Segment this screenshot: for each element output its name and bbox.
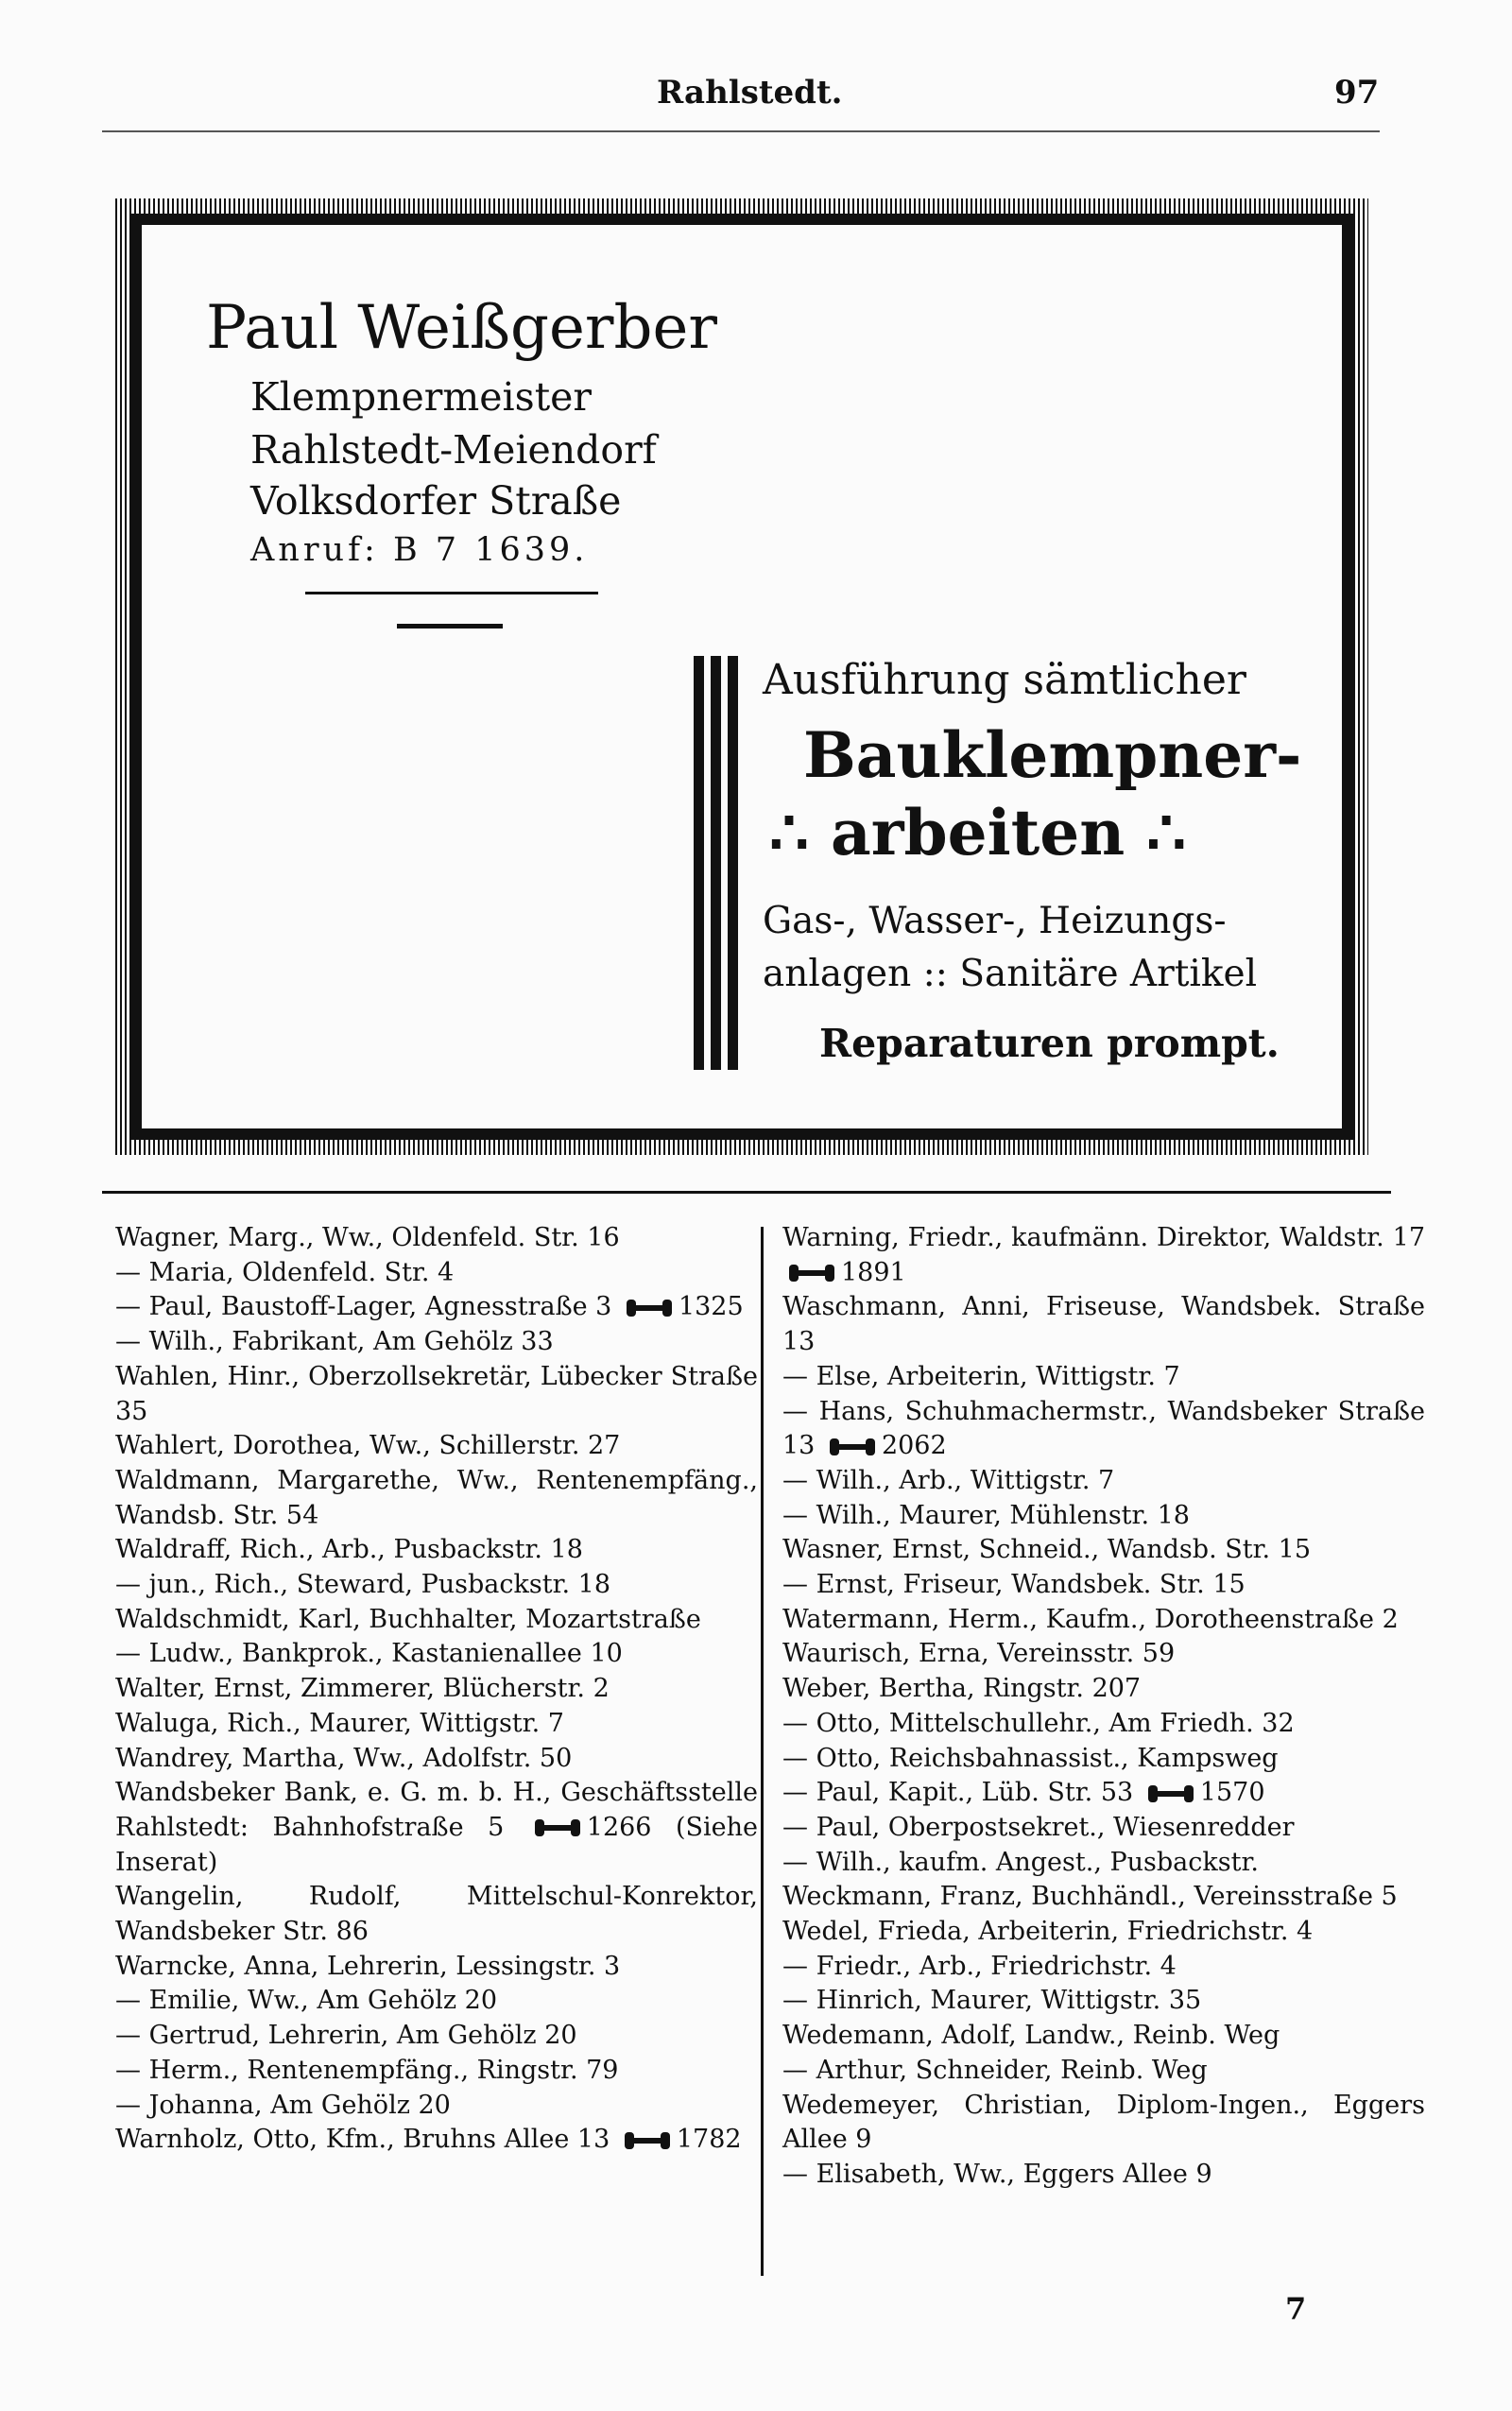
entry-text: — Otto, Mittelschullehr., Am Friedh. 32 bbox=[782, 1708, 1295, 1738]
entry-phone: 1891 bbox=[841, 1257, 906, 1287]
entry-text: — Hinrich, Maurer, Wittigstr. 35 bbox=[782, 1986, 1202, 2016]
directory-entry bbox=[115, 1707, 758, 1742]
page-number: 97 bbox=[1334, 74, 1380, 112]
entry-text: Wahlen, Hinr., Oberzollsekretär, Lübecker Straße 35 bbox=[115, 1361, 758, 1426]
directory-entry bbox=[115, 1464, 758, 1533]
entry-text: — jun., Rich., Steward, Pusbackstr. 18 bbox=[115, 1570, 611, 1600]
entry-text: — Else, Arbeiterin, Wittigstr. 7 bbox=[782, 1361, 1180, 1391]
entry-text: — Otto, Reichsbahnassist., Kampsweg bbox=[782, 1743, 1279, 1773]
entry-text: — Wilh., kaufm. Angest., Pusbackstr. bbox=[782, 1847, 1259, 1877]
directory-entry bbox=[115, 1360, 758, 1429]
directory-entry bbox=[782, 2158, 1425, 2193]
directory-entry bbox=[115, 1603, 758, 1638]
entry-text: — Paul, Kapit., Lüb. Str. 53 bbox=[782, 1778, 1134, 1808]
entry-text: Warncke, Anna, Lehrerin, Lessingstr. 3 bbox=[115, 1951, 621, 1981]
ad-divider-short bbox=[397, 624, 503, 629]
directory-entry bbox=[115, 2089, 758, 2124]
entry-text: Walter, Ernst, Zimmerer, Blücherstr. 2 bbox=[115, 1674, 610, 1704]
directory-entry bbox=[782, 1568, 1425, 1603]
ad-repair-line: Reparaturen prompt. bbox=[819, 1021, 1280, 1066]
entry-text: Waldraff, Rich., Arb., Pusbackstr. 18 bbox=[115, 1535, 583, 1565]
directory-entry bbox=[115, 1880, 758, 1949]
entry-text: — Paul, Oberpostsekret., Wiesenredder bbox=[782, 1812, 1295, 1842]
telephone-receiver-icon bbox=[624, 2131, 671, 2150]
directory-entry bbox=[782, 1290, 1425, 1359]
entry-text: — Ludw., Bankprok., Kastanienallee 10 bbox=[115, 1639, 623, 1669]
directory-entry bbox=[115, 1672, 758, 1707]
ad-vertical-bar bbox=[694, 656, 704, 1070]
telephone-receiver-icon bbox=[788, 1264, 835, 1283]
entry-text: — Johanna, Am Gehölz 20 bbox=[115, 2090, 451, 2120]
directory-entry bbox=[782, 1464, 1425, 1499]
signature-mark: 7 bbox=[1285, 2291, 1307, 2327]
directory-entry bbox=[782, 1950, 1425, 1985]
entry-phone: 2062 bbox=[881, 1431, 947, 1461]
telephone-receiver-icon bbox=[829, 1438, 876, 1456]
entry-text: — Wilh., Arb., Wittigstr. 7 bbox=[782, 1465, 1115, 1495]
entry-text: Wandsbeker Bank, e. G. m. b. H., Geschäftsstelle Rahlstedt: Bahnhofstraße 5 bbox=[115, 1778, 758, 1842]
entry-text: — Maria, Oldenfeld. Str. 4 bbox=[115, 1257, 455, 1287]
directory-entry bbox=[782, 1221, 1425, 1290]
directory-entry bbox=[782, 1846, 1425, 1881]
listing-top-rule bbox=[102, 1191, 1391, 1194]
directory-entry bbox=[782, 1915, 1425, 1950]
directory-entry bbox=[115, 2123, 758, 2158]
directory-entry bbox=[782, 1533, 1425, 1568]
directory-entry bbox=[782, 1603, 1425, 1638]
entry-text: Warnholz, Otto, Kfm., Bruhns Allee 13 bbox=[115, 2125, 610, 2155]
directory-entry bbox=[115, 1637, 758, 1672]
ad-gas-line2: anlagen :: Sanitäre Artikel bbox=[763, 953, 1258, 995]
directory-entry bbox=[115, 1429, 758, 1464]
running-head bbox=[0, 74, 1512, 121]
entry-text: — Friedr., Arb., Friedrichstr. 4 bbox=[782, 1951, 1177, 1981]
left-column bbox=[115, 1221, 758, 2158]
entry-text: — Wilh., Maurer, Mühlenstr. 18 bbox=[782, 1500, 1190, 1530]
directory-entry bbox=[115, 1568, 758, 1603]
entry-text: Wahlert, Dorothea, Ww., Schillerstr. 27 bbox=[115, 1431, 621, 1461]
ad-town: Rahlstedt-Meiendorf bbox=[250, 427, 657, 473]
entry-text: Wedel, Frieda, Arbeiterin, Friedrichstr. 4 bbox=[782, 1917, 1314, 1947]
entry-text: Waluga, Rich., Maurer, Wittigstr. 7 bbox=[115, 1708, 564, 1738]
entry-text: Waschmann, Anni, Friseuse, Wandsbek. Straße 13 bbox=[782, 1292, 1425, 1357]
entry-phone: 1325 bbox=[678, 1292, 744, 1322]
ad-divider-long bbox=[305, 592, 598, 594]
directory-entry bbox=[782, 1637, 1425, 1672]
entry-text: Wedemeyer, Christian, Diplom-Ingen., Eggers Allee 9 bbox=[782, 2090, 1425, 2155]
telephone-receiver-icon bbox=[534, 1818, 581, 1837]
ad-company-name: Paul Weißgerber bbox=[206, 293, 717, 363]
right-column bbox=[782, 1221, 1425, 2193]
entry-text: Waldmann, Margarethe, Ww., Rentenempfäng., Wandsb. Str. 54 bbox=[115, 1465, 758, 1530]
advertisement-panel bbox=[142, 225, 1342, 1128]
entry-text: Warning, Friedr., kaufmänn. Direktor, Waldstr. 17 bbox=[782, 1223, 1425, 1252]
ad-gas-line1: Gas-, Wasser-, Heizungs- bbox=[763, 900, 1227, 942]
entry-text: — Paul, Baustoff-Lager, Agnesstraße 3 bbox=[115, 1292, 612, 1322]
ad-street: Volksdorfer Straße bbox=[250, 478, 622, 524]
entry-text: — Arthur, Schneider, Reinb. Weg bbox=[782, 2055, 1208, 2085]
entry-phone: 1570 bbox=[1199, 1778, 1265, 1808]
directory-entry bbox=[115, 1325, 758, 1360]
directory-entry bbox=[115, 2019, 758, 2054]
ad-vertical-bar bbox=[728, 656, 738, 1070]
telephone-receiver-icon bbox=[626, 1299, 673, 1317]
directory-entry bbox=[115, 1742, 758, 1777]
directory-entry bbox=[115, 1776, 758, 1880]
entry-text: Weber, Bertha, Ringstr. 207 bbox=[782, 1674, 1142, 1704]
entry-text: Wedemann, Adolf, Landw., Reinb. Weg bbox=[782, 2021, 1280, 2051]
entry-text: — Gertrud, Lehrerin, Am Gehölz 20 bbox=[115, 2021, 577, 2051]
directory-entry bbox=[782, 1395, 1425, 1464]
ad-work-line2: Bauklempner- bbox=[803, 718, 1302, 792]
directory-entry bbox=[115, 2054, 758, 2089]
entry-text: Weckmann, Franz, Buchhändl., Vereinsstraße 5 bbox=[782, 1882, 1398, 1912]
directory-entry bbox=[115, 1533, 758, 1568]
directory-entry bbox=[782, 1811, 1425, 1846]
advertisement-box bbox=[115, 198, 1368, 1155]
ad-vertical-bar bbox=[711, 656, 721, 1070]
directory-entry bbox=[115, 1256, 758, 1291]
column-divider bbox=[761, 1227, 764, 2276]
directory-entry bbox=[782, 1742, 1425, 1777]
entry-text: — Herm., Rentenempfäng., Ringstr. 79 bbox=[115, 2055, 619, 2085]
telephone-receiver-icon bbox=[1147, 1784, 1194, 1803]
running-title: Rahlstedt. bbox=[657, 74, 843, 112]
directory-entry bbox=[782, 2019, 1425, 2054]
entry-text: — Elisabeth, Ww., Eggers Allee 9 bbox=[782, 2159, 1212, 2189]
ad-work-line3: ∴ arbeiten ∴ bbox=[769, 796, 1187, 870]
directory-entry bbox=[782, 1707, 1425, 1742]
ad-trade: Klempnermeister bbox=[250, 374, 593, 420]
entry-text: — Ernst, Friseur, Wandsbek. Str. 15 bbox=[782, 1570, 1246, 1600]
directory-entry bbox=[782, 1499, 1425, 1534]
directory-entry bbox=[782, 1776, 1425, 1811]
directory-entry bbox=[115, 1950, 758, 1985]
directory-entry bbox=[782, 1360, 1425, 1395]
directory-entry bbox=[782, 1880, 1425, 1915]
entry-text: — Emilie, Ww., Am Gehölz 20 bbox=[115, 1986, 498, 2016]
header-rule bbox=[102, 130, 1380, 132]
directory-entry bbox=[782, 1672, 1425, 1707]
entry-text: — Hans, Schuhmachermstr., Wandsbeker Straße 13 bbox=[782, 1396, 1425, 1461]
entry-text: — Wilh., Fabrikant, Am Gehölz 33 bbox=[115, 1327, 554, 1357]
entry-text: Wandrey, Martha, Ww., Adolfstr. 50 bbox=[115, 1743, 573, 1773]
ad-work-line1: Ausführung sämtlicher bbox=[763, 656, 1246, 704]
entry-text: Wangelin, Rudolf, Mittelschul-Konrektor, Wandsbeker Str. 86 bbox=[115, 1882, 758, 1947]
ad-phone: Anruf: B 7 1639. bbox=[250, 531, 589, 569]
entry-text: Watermann, Herm., Kaufm., Dorotheenstraße 2 bbox=[782, 1604, 1399, 1634]
entry-text: Wasner, Ernst, Schneid., Wandsb. Str. 15 bbox=[782, 1535, 1312, 1565]
entry-phone: 1266 (Siehe Inserat) bbox=[115, 1812, 758, 1877]
directory-entry bbox=[115, 1221, 758, 1256]
directory-entry bbox=[782, 2089, 1425, 2158]
entry-phone: 1782 bbox=[676, 2125, 742, 2155]
directory-entry bbox=[782, 1984, 1425, 2019]
directory-entry bbox=[115, 1984, 758, 2019]
entry-text: Waurisch, Erna, Vereinsstr. 59 bbox=[782, 1639, 1176, 1669]
entry-text: Wagner, Marg., Ww., Oldenfeld. Str. 16 bbox=[115, 1223, 620, 1252]
entry-text: Waldschmidt, Karl, Buchhalter, Mozartstraße bbox=[115, 1604, 701, 1634]
directory-entry bbox=[115, 1290, 758, 1325]
directory-entry bbox=[782, 2054, 1425, 2089]
